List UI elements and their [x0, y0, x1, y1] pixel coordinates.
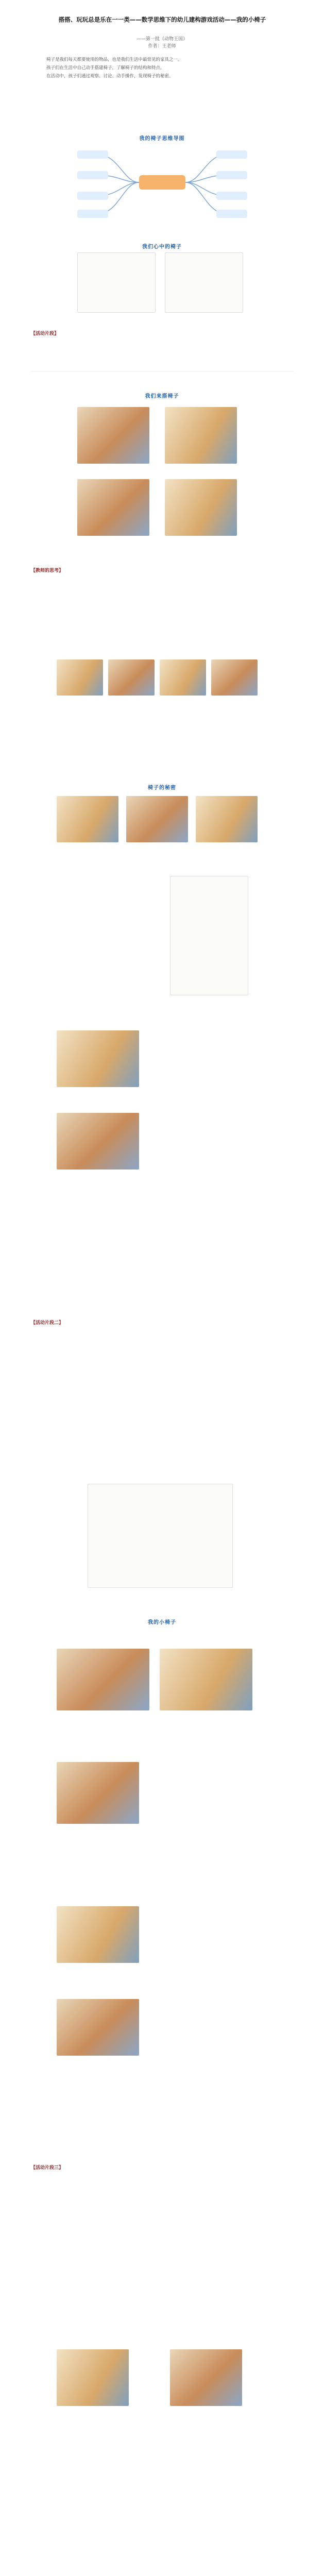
- activity-photo: [160, 1649, 252, 1710]
- note-heading: 【活动片段二】: [31, 1320, 64, 1326]
- child-drawing-photo: [165, 252, 243, 313]
- activity-photo: [211, 659, 258, 696]
- child-drawing-photo: [77, 252, 156, 313]
- mindmap-node: [77, 150, 108, 159]
- mindmap-node: [216, 171, 247, 179]
- activity-photo: [57, 2349, 129, 2406]
- note-heading: 【活动片段三】: [31, 2165, 64, 2171]
- activity-photo: [77, 407, 149, 464]
- intro-line: 在活动中，孩子们通过观察、讨论、动手操作，发现椅子的秘密。: [46, 74, 174, 79]
- activity-photo: [170, 2349, 242, 2406]
- page-title: 搭搭、玩玩总是乐在一一类——数学思维下的幼儿建构游戏活动——我的小椅子: [58, 16, 266, 23]
- activity-photo: [126, 796, 188, 842]
- activity-photo: [57, 796, 118, 842]
- record-sheet-photo: [88, 1484, 233, 1588]
- activity-photo: [57, 659, 103, 696]
- section-title: 我的小椅子: [148, 1620, 176, 1625]
- activity-photo: [160, 659, 206, 696]
- activity-photo: [165, 479, 237, 536]
- section-mindmap-title: 我的椅子思维导图: [139, 136, 185, 142]
- activity-photo: [57, 1999, 139, 2056]
- mindmap-node: [77, 210, 108, 218]
- activity-photo: [57, 1649, 149, 1710]
- mindmap-diagram: [77, 144, 247, 222]
- activity-photo: [57, 1030, 139, 1087]
- page-subtitle: ——第一批（动物王国）: [136, 37, 187, 42]
- mindmap-node: [77, 171, 108, 179]
- mindmap-node: [216, 150, 247, 159]
- activity-photo: [77, 479, 149, 536]
- section-title: 我们来搭椅子: [145, 394, 179, 399]
- mindmap-center-node: [139, 175, 185, 190]
- intro-line: 孩子们在生活中自己动手搭建椅子，了解椅子的结构和特点。: [46, 65, 165, 71]
- activity-photo: [165, 407, 237, 464]
- mindmap-node: [216, 210, 247, 218]
- author: 作者：王老师: [148, 44, 176, 49]
- activity-photo: [108, 659, 155, 696]
- section-title: 我们心中的椅子: [142, 244, 182, 250]
- note-heading: 【活动片段】: [31, 331, 59, 336]
- section-title: 椅子的秘密: [148, 785, 176, 791]
- record-sheet-photo: [170, 876, 248, 995]
- mindmap-node: [216, 192, 247, 200]
- note-heading: 【教师的思考】: [31, 568, 64, 573]
- activity-photo: [196, 796, 258, 842]
- activity-photo: [57, 1113, 139, 1170]
- mindmap-node: [77, 192, 108, 200]
- activity-photo: [57, 1906, 139, 1963]
- activity-photo: [57, 1762, 139, 1824]
- intro-line: 椅子是我们每天都要使用的物品，也是我们生活中最常见的家具之一。: [46, 57, 182, 62]
